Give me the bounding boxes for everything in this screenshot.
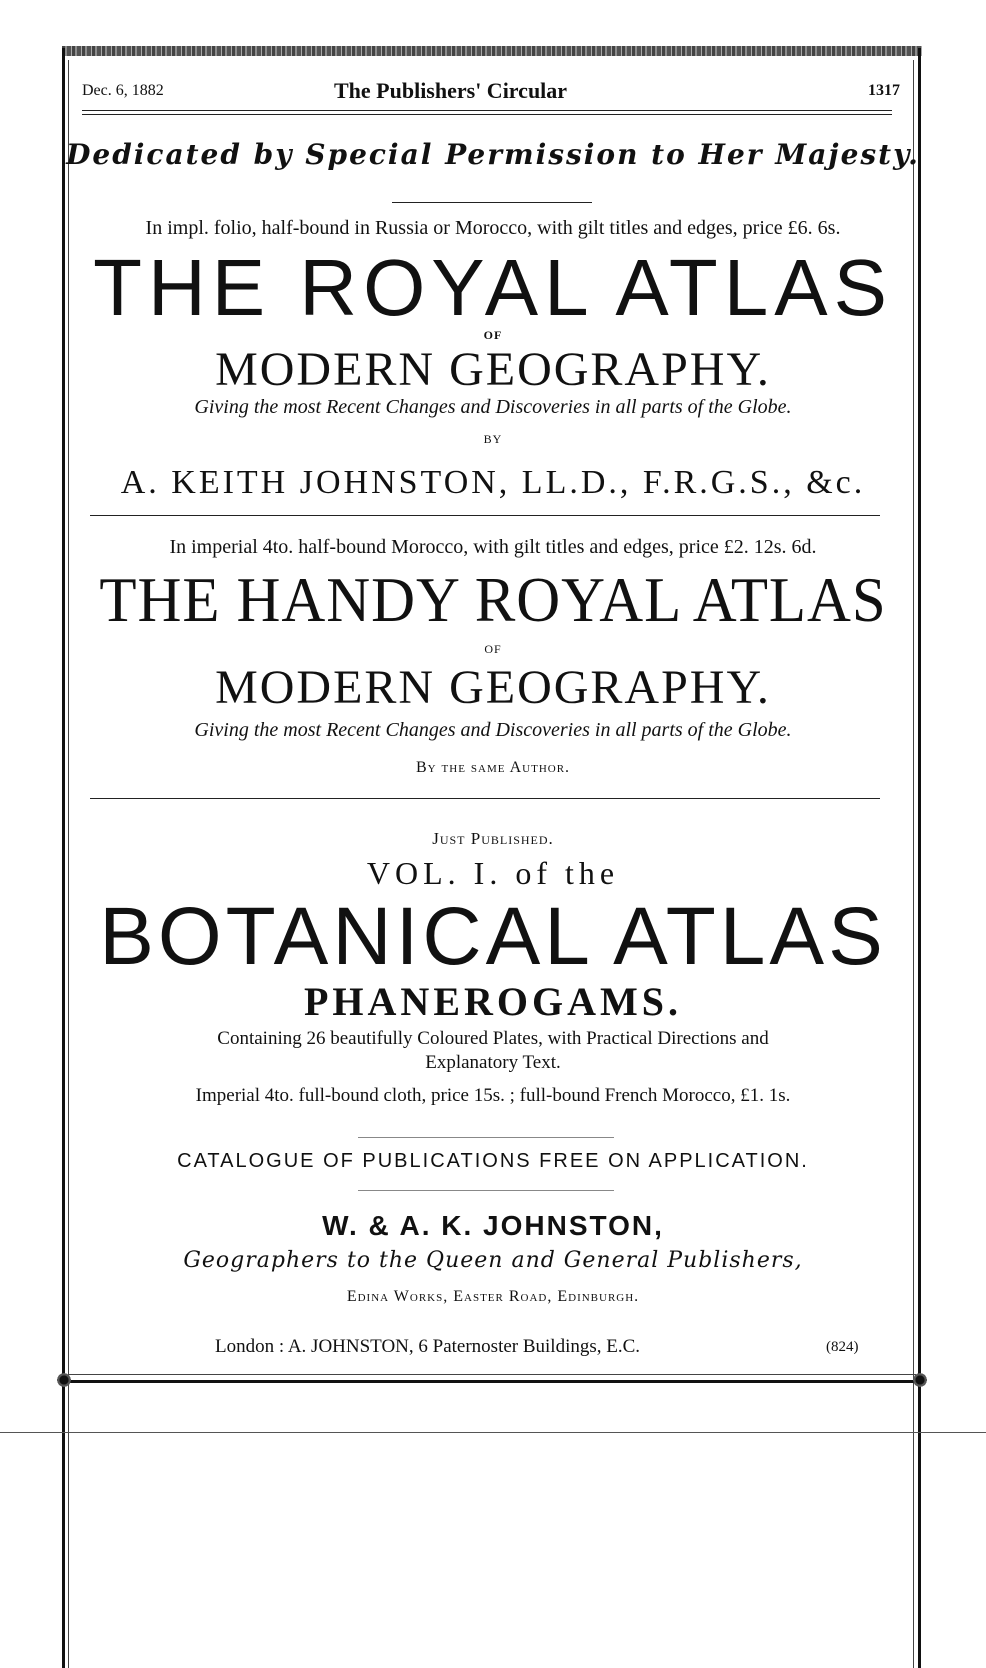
botanical-price: Imperial 4to. full-bound cloth, price 15s. ; full-bound French Morocco, £1. 1s. (195, 1085, 791, 1106)
royal-atlas-of: OF (483, 328, 503, 342)
section-divider (358, 1137, 614, 1138)
handy-atlas-by: By the same Author. (415, 759, 571, 776)
corner-ornament-right-icon (912, 1372, 928, 1388)
top-border (62, 46, 922, 56)
catalogue-notice: CATALOGUE OF PUBLICATIONS FREE ON APPLICATION. (177, 1150, 809, 1172)
publisher-address: Edina Works, Easter Road, Edinburgh. (346, 1288, 640, 1305)
dedication-line: Dedicated by Special Permission to Her Majesty. (66, 138, 920, 171)
botanical-volume: VOL. I. of the (366, 855, 620, 891)
publisher-london-address: London : A. JOHNSTON, 6 Paternoster Buildings, E.C. (215, 1336, 641, 1357)
handy-atlas-description: Giving the most Recent Changes and Discoveries in all parts of the Globe. (194, 719, 792, 741)
bottom-inner-border (68, 1374, 916, 1375)
header-page-number: 1317 (868, 82, 900, 99)
bottom-border (62, 1380, 922, 1383)
royal-atlas-description: Giving the most Recent Changes and Discoveries in all parts of the Globe. (194, 396, 792, 418)
header-rule (82, 110, 892, 111)
section-divider (90, 515, 880, 516)
royal-atlas-author: A. KEITH JOHNSTON, LL.D., F.R.G.S., &c. (120, 464, 866, 501)
publisher-role: Geographers to the Queen and General Publishers, (183, 1248, 803, 1273)
advertisement-reference: (824) (826, 1339, 859, 1355)
section-divider (358, 1190, 614, 1191)
header-title: The Publishers' Circular (334, 78, 568, 103)
publisher-name: W. & A. K. JOHNSTON, (322, 1210, 664, 1241)
botanical-notice: Just Published. (432, 829, 554, 848)
handy-atlas-binding: In imperial 4to. half-bound Morocco, with gilt titles and edges, price £2. 12s. 6d. (169, 536, 817, 558)
header-date: Dec. 6, 1882 (82, 82, 164, 99)
royal-atlas-title: THE ROYAL ATLAS (93, 243, 893, 332)
botanical-subtitle: PHANEROGAMS. (304, 979, 682, 1024)
running-header (82, 80, 900, 104)
handy-atlas-title: THE HANDY ROYAL ATLAS (99, 564, 887, 635)
royal-atlas-binding: In impl. folio, half-bound in Russia or Morocco, with gilt titles and edges, price £6. 6s. (145, 217, 841, 239)
section-divider (392, 202, 592, 203)
royal-atlas-by: BY (483, 432, 503, 446)
handy-atlas-subtitle: MODERN GEOGRAPHY. (215, 661, 771, 714)
handy-atlas-of: OF (484, 642, 502, 656)
botanical-contents-line-1: Containing 26 beautifully Coloured Plates, with Practical Directions and (217, 1028, 769, 1049)
header-rule (82, 114, 892, 115)
corner-ornament-left-icon (56, 1372, 72, 1388)
botanical-title: BOTANICAL ATLAS (99, 891, 887, 982)
page-edge-line (0, 1432, 986, 1433)
section-divider (90, 798, 880, 799)
royal-atlas-subtitle: MODERN GEOGRAPHY. (215, 343, 771, 396)
botanical-contents-line-2: Explanatory Text. (425, 1052, 561, 1073)
